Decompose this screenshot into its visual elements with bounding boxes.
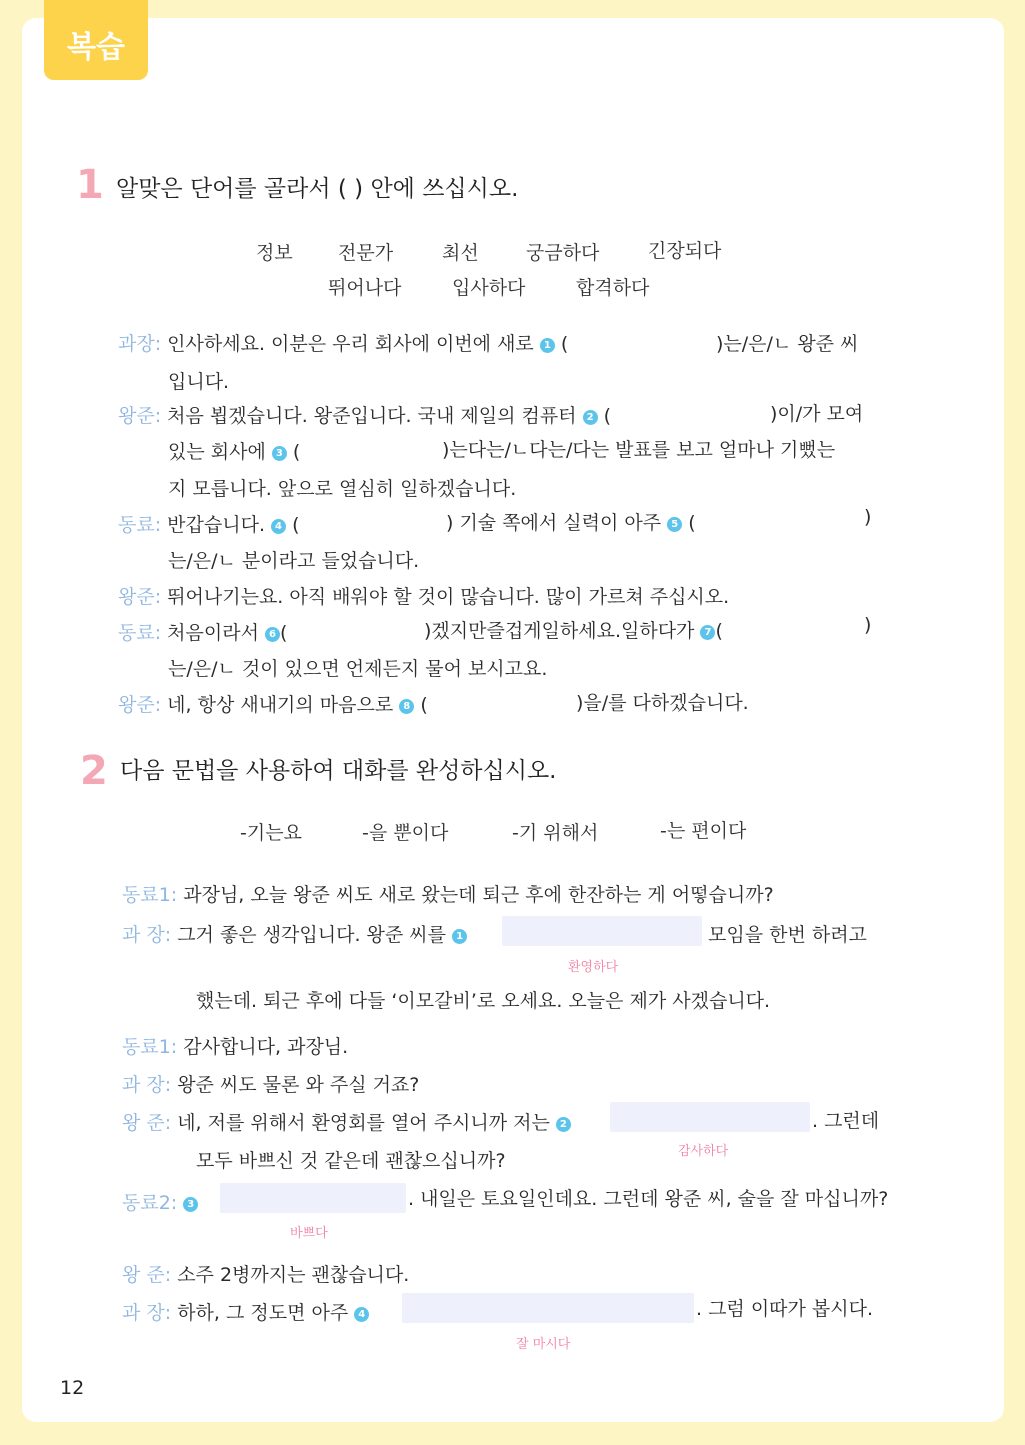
speaker-label: 동료:: [118, 622, 162, 644]
dialogue-text: 왕준 씨도 물론 와 주실 거죠?: [177, 1074, 420, 1096]
speaker-label: 과 장:: [122, 924, 172, 946]
grammar-option: -을 뿐이다: [362, 822, 449, 844]
dialogue-line: 과장: 인사하세요. 이분은 우리 회사에 이번에 새로 1 (: [118, 333, 569, 355]
dialogue-text: )는/은/ㄴ 왕준 씨: [716, 333, 859, 355]
answer-field-4[interactable]: [402, 1293, 694, 1323]
grammar-option: -기는요: [240, 822, 302, 844]
hint-label: 감사하다: [678, 1144, 729, 1159]
speaker-label: 과 장:: [122, 1302, 172, 1324]
dialogue-text: . 그럼 이따가 봅시다.: [696, 1298, 874, 1320]
dialogue-text: 는/은/ㄴ 분이라고 들었습니다.: [168, 550, 420, 572]
dialogue-line: ) 기술 쪽에서 실력이 아주 5 (: [446, 512, 696, 534]
dialogue-line: [122, 880, 774, 907]
word-option: 합격하다: [576, 277, 650, 299]
answer-field-3[interactable]: [220, 1183, 406, 1213]
word-option: 전문가: [338, 242, 394, 264]
blank-number-icon: 4: [271, 519, 286, 534]
speaker-label: 동료:: [118, 514, 162, 536]
dialogue-text: 반갑습니다.: [167, 514, 265, 536]
dialogue-line: 왕준: 네, 항상 새내기의 마음으로 8 (: [118, 694, 428, 716]
dialogue-text: )이/가 모여: [770, 403, 864, 425]
speaker-label: 왕준:: [118, 405, 162, 427]
dialogue-text: 그거 좋은 생각입니다. 왕준 씨를: [177, 924, 447, 946]
dialogue-text: 했는데. 퇴근 후에 다들 ‘이모갈비’로 오세요. 오늘은 제가 사겠습니다.: [196, 990, 771, 1012]
hint-label: 환영하다: [568, 960, 619, 975]
dialogue-text: 네, 항상 새내기의 마음으로: [167, 694, 394, 716]
speaker-label: 왕 준:: [122, 1264, 172, 1286]
dialogue-text: )을/를 다하겠습니다.: [576, 692, 749, 714]
blank-number-icon: 5: [667, 517, 682, 532]
speaker-label: 과 장:: [122, 1074, 172, 1096]
dialogue-text: )는다는/ㄴ다는/다는 발표를 보고 얼마나 기뻤는: [442, 439, 836, 461]
dialogue-line: 동료: 반갑습니다. 4 (: [118, 514, 300, 536]
word-option: 뛰어나다: [328, 277, 402, 299]
blank-number-icon: 2: [583, 410, 598, 425]
blank-number-icon: 3: [272, 446, 287, 461]
speaker-label: 왕준:: [118, 586, 162, 608]
dialogue-text: 지 모릅니다. 앞으로 열심히 일하겠습니다.: [168, 478, 517, 500]
grammar-option: -는 편이다: [660, 820, 747, 842]
dialogue-line: [122, 1188, 198, 1215]
dialogue-text: . 그런데: [812, 1110, 880, 1132]
dialogue-text: 처음이라서: [167, 622, 259, 644]
question-2-number: 2: [80, 748, 108, 794]
speaker-label: 동료2:: [122, 1192, 178, 1214]
blank-number-icon: 3: [183, 1197, 198, 1212]
dialogue-text: 처음 뵙겠습니다. 왕준입니다. 국내 제일의 컴퓨터: [167, 405, 577, 427]
dialogue-line: 동료: 처음이라서 6 (: [118, 622, 288, 644]
dialogue-text: 모임을 한번 하려고: [708, 924, 867, 946]
hint-label: 바쁘다: [290, 1226, 328, 1241]
dialogue-text: 네, 저를 위해서 환영회를 열어 주시니까 저는: [177, 1112, 550, 1134]
blank-number-icon: 2: [556, 1117, 571, 1132]
hint-label: 잘 마시다: [516, 1337, 571, 1352]
dialogue-line: [122, 1032, 348, 1059]
dialogue-text: 는/은/ㄴ 것이 있으면 언제든지 물어 보시고요.: [168, 658, 548, 680]
dialogue-line: 왕준: 처음 뵙겠습니다. 왕준입니다. 국내 제일의 컴퓨터 2 (: [118, 405, 612, 427]
dialogue-text: 인사하세요. 이분은 우리 회사에 이번에 새로: [167, 333, 534, 355]
dialogue-line: [118, 582, 729, 609]
dialogue-line: [122, 1260, 409, 1287]
dialogue-line: )겠지만즐겁게일하세요.일하다가 7 (: [424, 620, 723, 642]
dialogue-text: ) 기술 쪽에서 실력이 아주: [446, 512, 662, 534]
word-option: 입사하다: [452, 277, 526, 299]
dialogue-text: 입니다.: [168, 371, 230, 393]
word-option: 정보: [256, 242, 293, 264]
speaker-label: 동료1:: [122, 1036, 178, 1058]
answer-field-2[interactable]: [610, 1102, 810, 1132]
blank-number-icon: 1: [540, 338, 555, 353]
answer-field-1[interactable]: [502, 916, 702, 946]
dialogue-text: 하하, 그 정도면 아주: [177, 1302, 349, 1324]
dialogue-text: 있는 회사에: [168, 441, 266, 463]
dialogue-text: 뛰어나기는요. 아직 배워야 할 것이 많습니다. 많이 가르쳐 주십시오.: [167, 586, 730, 608]
blank-number-icon: 4: [354, 1307, 369, 1322]
question-1-number: 1: [76, 162, 104, 208]
dialogue-text: )겠지만즐겁게일하세요.일하다가: [424, 620, 695, 642]
blank-number-icon: 6: [265, 627, 280, 642]
word-option: 최선: [442, 242, 479, 264]
dialogue-text: 과장님, 오늘 왕준 씨도 새로 왔는데 퇴근 후에 한잔하는 게 어떻습니까?: [183, 884, 774, 906]
dialogue-line: [122, 1298, 369, 1325]
dialogue-text: 감사합니다, 과장님.: [183, 1036, 349, 1058]
grammar-option: -기 위해서: [512, 822, 599, 844]
speaker-label: 왕 준:: [122, 1112, 172, 1134]
page-number: 12: [60, 1377, 85, 1399]
dialogue-line: [122, 1108, 571, 1135]
blank-number-icon: 7: [700, 625, 715, 640]
speaker-label: 동료1:: [122, 884, 178, 906]
speaker-label: 과장:: [118, 333, 162, 355]
question-2-title: 다음 문법을 사용하여 대화를 완성하십시오.: [120, 758, 557, 784]
dialogue-text: 모두 바쁘신 것 같은데 괜찮으십니까?: [196, 1150, 506, 1172]
question-1-title: 알맞은 단어를 골라서 ( ) 안에 쓰십시오.: [116, 176, 519, 202]
word-option: 궁금하다: [526, 242, 600, 264]
blank-number-icon: 1: [452, 929, 467, 944]
dialogue-line: 있는 회사에 3 (: [168, 441, 301, 463]
dialogue-text: ): [864, 506, 872, 528]
dialogue-line: [122, 1070, 419, 1097]
blank-number-icon: 8: [399, 699, 414, 714]
dialogue-line: [122, 920, 467, 947]
dialogue-text: 소주 2병까지는 괜찮습니다.: [177, 1264, 410, 1286]
speaker-label: 왕준:: [118, 694, 162, 716]
dialogue-text: . 내일은 토요일인데요. 그런데 왕준 씨, 술을 잘 마십니까?: [408, 1188, 889, 1210]
word-option: 긴장되다: [648, 240, 722, 262]
review-badge: 복습: [44, 0, 148, 80]
dialogue-text: ): [864, 614, 872, 636]
